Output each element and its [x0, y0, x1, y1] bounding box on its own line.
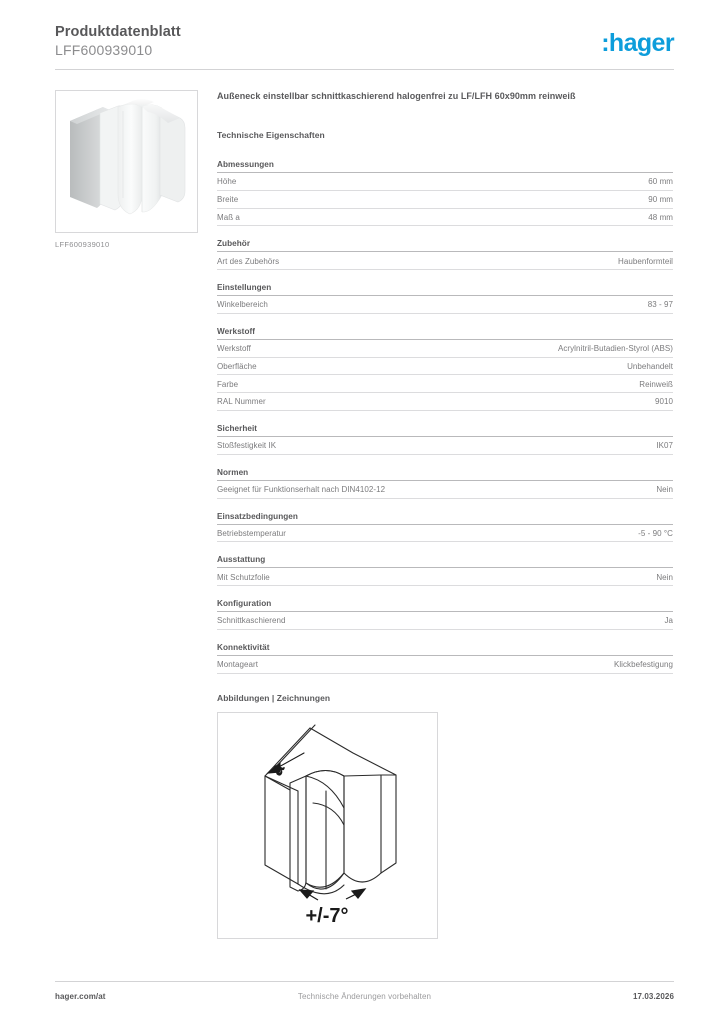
technical-properties-heading: Technische Eigenschaften — [217, 130, 325, 140]
spec-value: Klickbefestigung — [613, 660, 673, 670]
spec-group — [217, 599, 673, 630]
spec-group-title: Einsatzbedingungen — [217, 512, 673, 525]
spec-label: Schnittkaschierend — [217, 616, 286, 626]
spec-label: Mit Schutzfolie — [217, 572, 270, 582]
spec-label: Stoßfestigkeit IK — [217, 441, 277, 451]
spec-row — [217, 209, 673, 227]
spec-group — [217, 468, 673, 499]
spec-row — [217, 568, 673, 586]
spec-value: 90 mm — [648, 194, 673, 204]
page-footer — [55, 992, 674, 1006]
spec-label: Geeignet für Funktionserhalt nach DIN4102-12 — [217, 485, 386, 494]
spec-row — [217, 252, 673, 270]
drawings-section — [217, 693, 673, 939]
spec-label: Montageart — [217, 660, 258, 670]
spec-row — [217, 656, 673, 674]
spec-row — [217, 173, 673, 191]
dimension-a-label: a — [265, 759, 290, 780]
spec-label: Farbe — [217, 379, 239, 389]
spec-row — [217, 358, 673, 376]
spec-label: Höhe — [217, 177, 237, 187]
spec-label: Art des Zubehörs — [217, 256, 280, 266]
spec-group-title: Zubehör — [217, 239, 673, 252]
angle-tolerance-label: +/-7° — [305, 904, 349, 927]
header-divider — [55, 69, 674, 70]
spec-group — [217, 643, 673, 674]
product-photo — [55, 90, 198, 233]
spec-label: Winkelbereich — [217, 300, 268, 310]
spec-value: Nein — [656, 485, 673, 494]
spec-value: Haubenformteil — [618, 256, 673, 266]
spec-group — [217, 283, 673, 314]
spec-row — [217, 340, 673, 358]
spec-row — [217, 525, 673, 543]
spec-row — [217, 437, 673, 455]
spec-value: IK07 — [656, 441, 673, 451]
spec-value: Nein — [656, 572, 673, 582]
spec-group-title: Abmessungen — [217, 160, 673, 173]
spec-value: -5 - 90 °C — [638, 528, 673, 538]
spec-row — [217, 481, 673, 499]
spec-group — [217, 512, 673, 543]
spec-group — [217, 239, 673, 270]
spec-group-title: Normen — [217, 468, 673, 481]
spec-label: RAL Nummer — [217, 397, 266, 407]
spec-value: 9010 — [655, 397, 673, 407]
spec-group-title: Werkstoff — [217, 327, 673, 340]
product-name: Außeneck einstellbar schnittkaschierend halogenfrei zu LF/LFH 60x90mm reinweiß — [217, 91, 576, 101]
spec-row — [217, 612, 673, 630]
spec-value: Acrylnitril-Butadien-Styrol (ABS) — [557, 344, 673, 354]
spec-value: Ja — [664, 616, 673, 626]
spec-group-title: Ausstattung — [217, 555, 673, 568]
spec-label: Betriebstemperatur — [217, 528, 286, 538]
page-title: Produktdatenblatt — [55, 24, 181, 40]
product-figure — [55, 90, 198, 249]
spec-group-title: Sicherheit — [217, 424, 673, 437]
spec-value: Reinweiß — [639, 379, 673, 389]
spec-group — [217, 327, 673, 411]
spec-group-title: Einstellungen — [217, 283, 673, 296]
drawings-heading: Abbildungen | Zeichnungen — [217, 692, 331, 703]
product-photo-caption: LFF600939010 — [55, 240, 110, 249]
spec-value: Unbehandelt — [627, 361, 673, 371]
hager-logo: :hager — [601, 29, 674, 57]
spec-group-title: Konfiguration — [217, 599, 673, 612]
spec-label: Oberfläche — [217, 361, 257, 371]
page-header — [55, 24, 674, 70]
spec-group-title: Konnektivität — [217, 643, 673, 656]
spec-value: 83 - 97 — [647, 300, 673, 310]
main-content — [217, 90, 673, 939]
spec-label: Werkstoff — [217, 344, 251, 354]
spec-row — [217, 375, 673, 393]
spec-row — [217, 191, 673, 209]
spec-label: Breite — [217, 194, 239, 204]
specification-table — [217, 160, 673, 674]
spec-row — [217, 393, 673, 411]
footer-disclaimer: Technische Änderungen vorbehalten — [297, 992, 432, 1001]
spec-row — [217, 296, 673, 314]
footer-website[interactable]: hager.com/at — [55, 992, 106, 1001]
technical-drawing — [217, 712, 438, 939]
spec-value: 60 mm — [648, 177, 673, 187]
spec-label: Maß a — [217, 212, 240, 222]
spec-value: 48 mm — [648, 212, 673, 222]
spec-group — [217, 160, 673, 226]
spec-group — [217, 555, 673, 586]
spec-group — [217, 424, 673, 455]
technical-drawing-illustration — [218, 713, 437, 938]
product-photo-illustration — [56, 91, 197, 232]
page-subtitle-product-code: LFF600939010 — [55, 42, 153, 58]
footer-divider — [55, 981, 674, 982]
footer-date: 17.03.2026 — [632, 992, 674, 1001]
